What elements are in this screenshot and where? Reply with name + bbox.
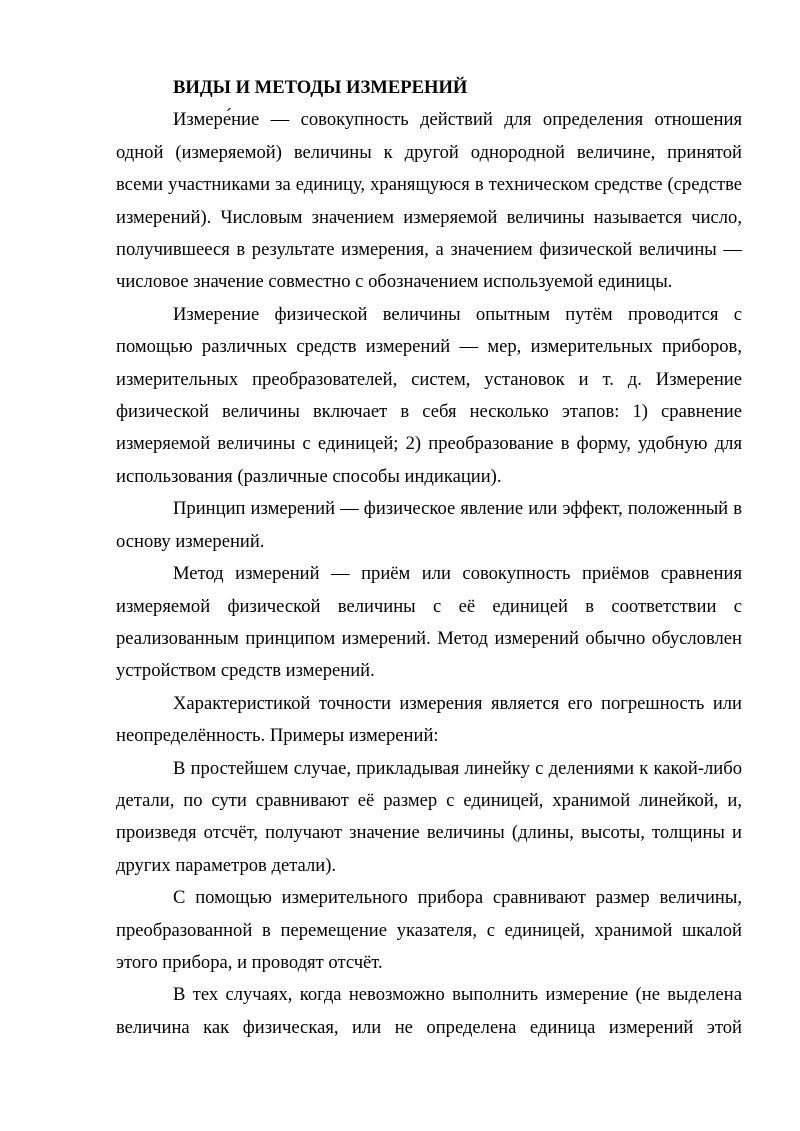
paragraph-measurement-method: Метод измерений — приём или совокупность приёмов сравнения измеряемой физической величины с её единицей в соответствии с реализованным принципом измерений. Метод измерений обычно обусловлен устройством средств измерений. bbox=[116, 563, 742, 682]
paragraph-measurement-means: Измерение физической величины опытным путём проводится с помощью различных средств измерений — мер, измерительных приборов, измерительных преобразователей, систем, установок и т. д. Измерение физической величины включает в себя несколько этапов: 1) сравнение измеряемой величины с единицей; 2) преобразование в форму, удобную для использования (различные способы индикации). bbox=[116, 303, 742, 487]
paragraph-instrument-example: С помощью измерительного прибора сравнивают размер величины, преобразованной в перемещение указателя, с единицей, хранимой шкалой этого прибора, и проводят отсчёт. bbox=[116, 887, 742, 973]
document-page bbox=[116, 72, 742, 1044]
paragraph-measurement-accuracy: Характеристикой точности измерения является его погрешность или неопределённость. Примеры измерений: bbox=[116, 692, 742, 747]
document-title: ВИДЫ И МЕТОДЫ ИЗМЕРЕНИЙ bbox=[173, 77, 468, 98]
paragraph-measurement-principle: Принцип измерений — физическое явление или эффект, положенный в основу измерений. bbox=[116, 498, 742, 552]
paragraph-ruler-example: В простейшем случае, прикладывая линейку с делениями к какой-либо детали, по сути сравнивают её размер с единицей, хранимой линейкой, и, произведя отсчёт, получают значение величины (длины, высоты, толщины и других параметров детали). bbox=[116, 757, 742, 876]
paragraph-measurement-definition: Измере́ние — совокупность действий для определения отношения одной (измеряемой) величины к другой однородной величине, принятой всеми участниками за единицу, хранящуюся в техническом средстве (средстве измерений). Числовым значением измеряемой величины называется число, получившееся в результате измерения, а значением физической величины — числовое значение совместно с обозначением используемой единицы. bbox=[116, 109, 742, 293]
paragraph-impossible-measurement: В тех случаях, когда невозможно выполнить измерение (не выделена величина как физическая, или не определена единица измерений этой bbox=[116, 984, 742, 1038]
